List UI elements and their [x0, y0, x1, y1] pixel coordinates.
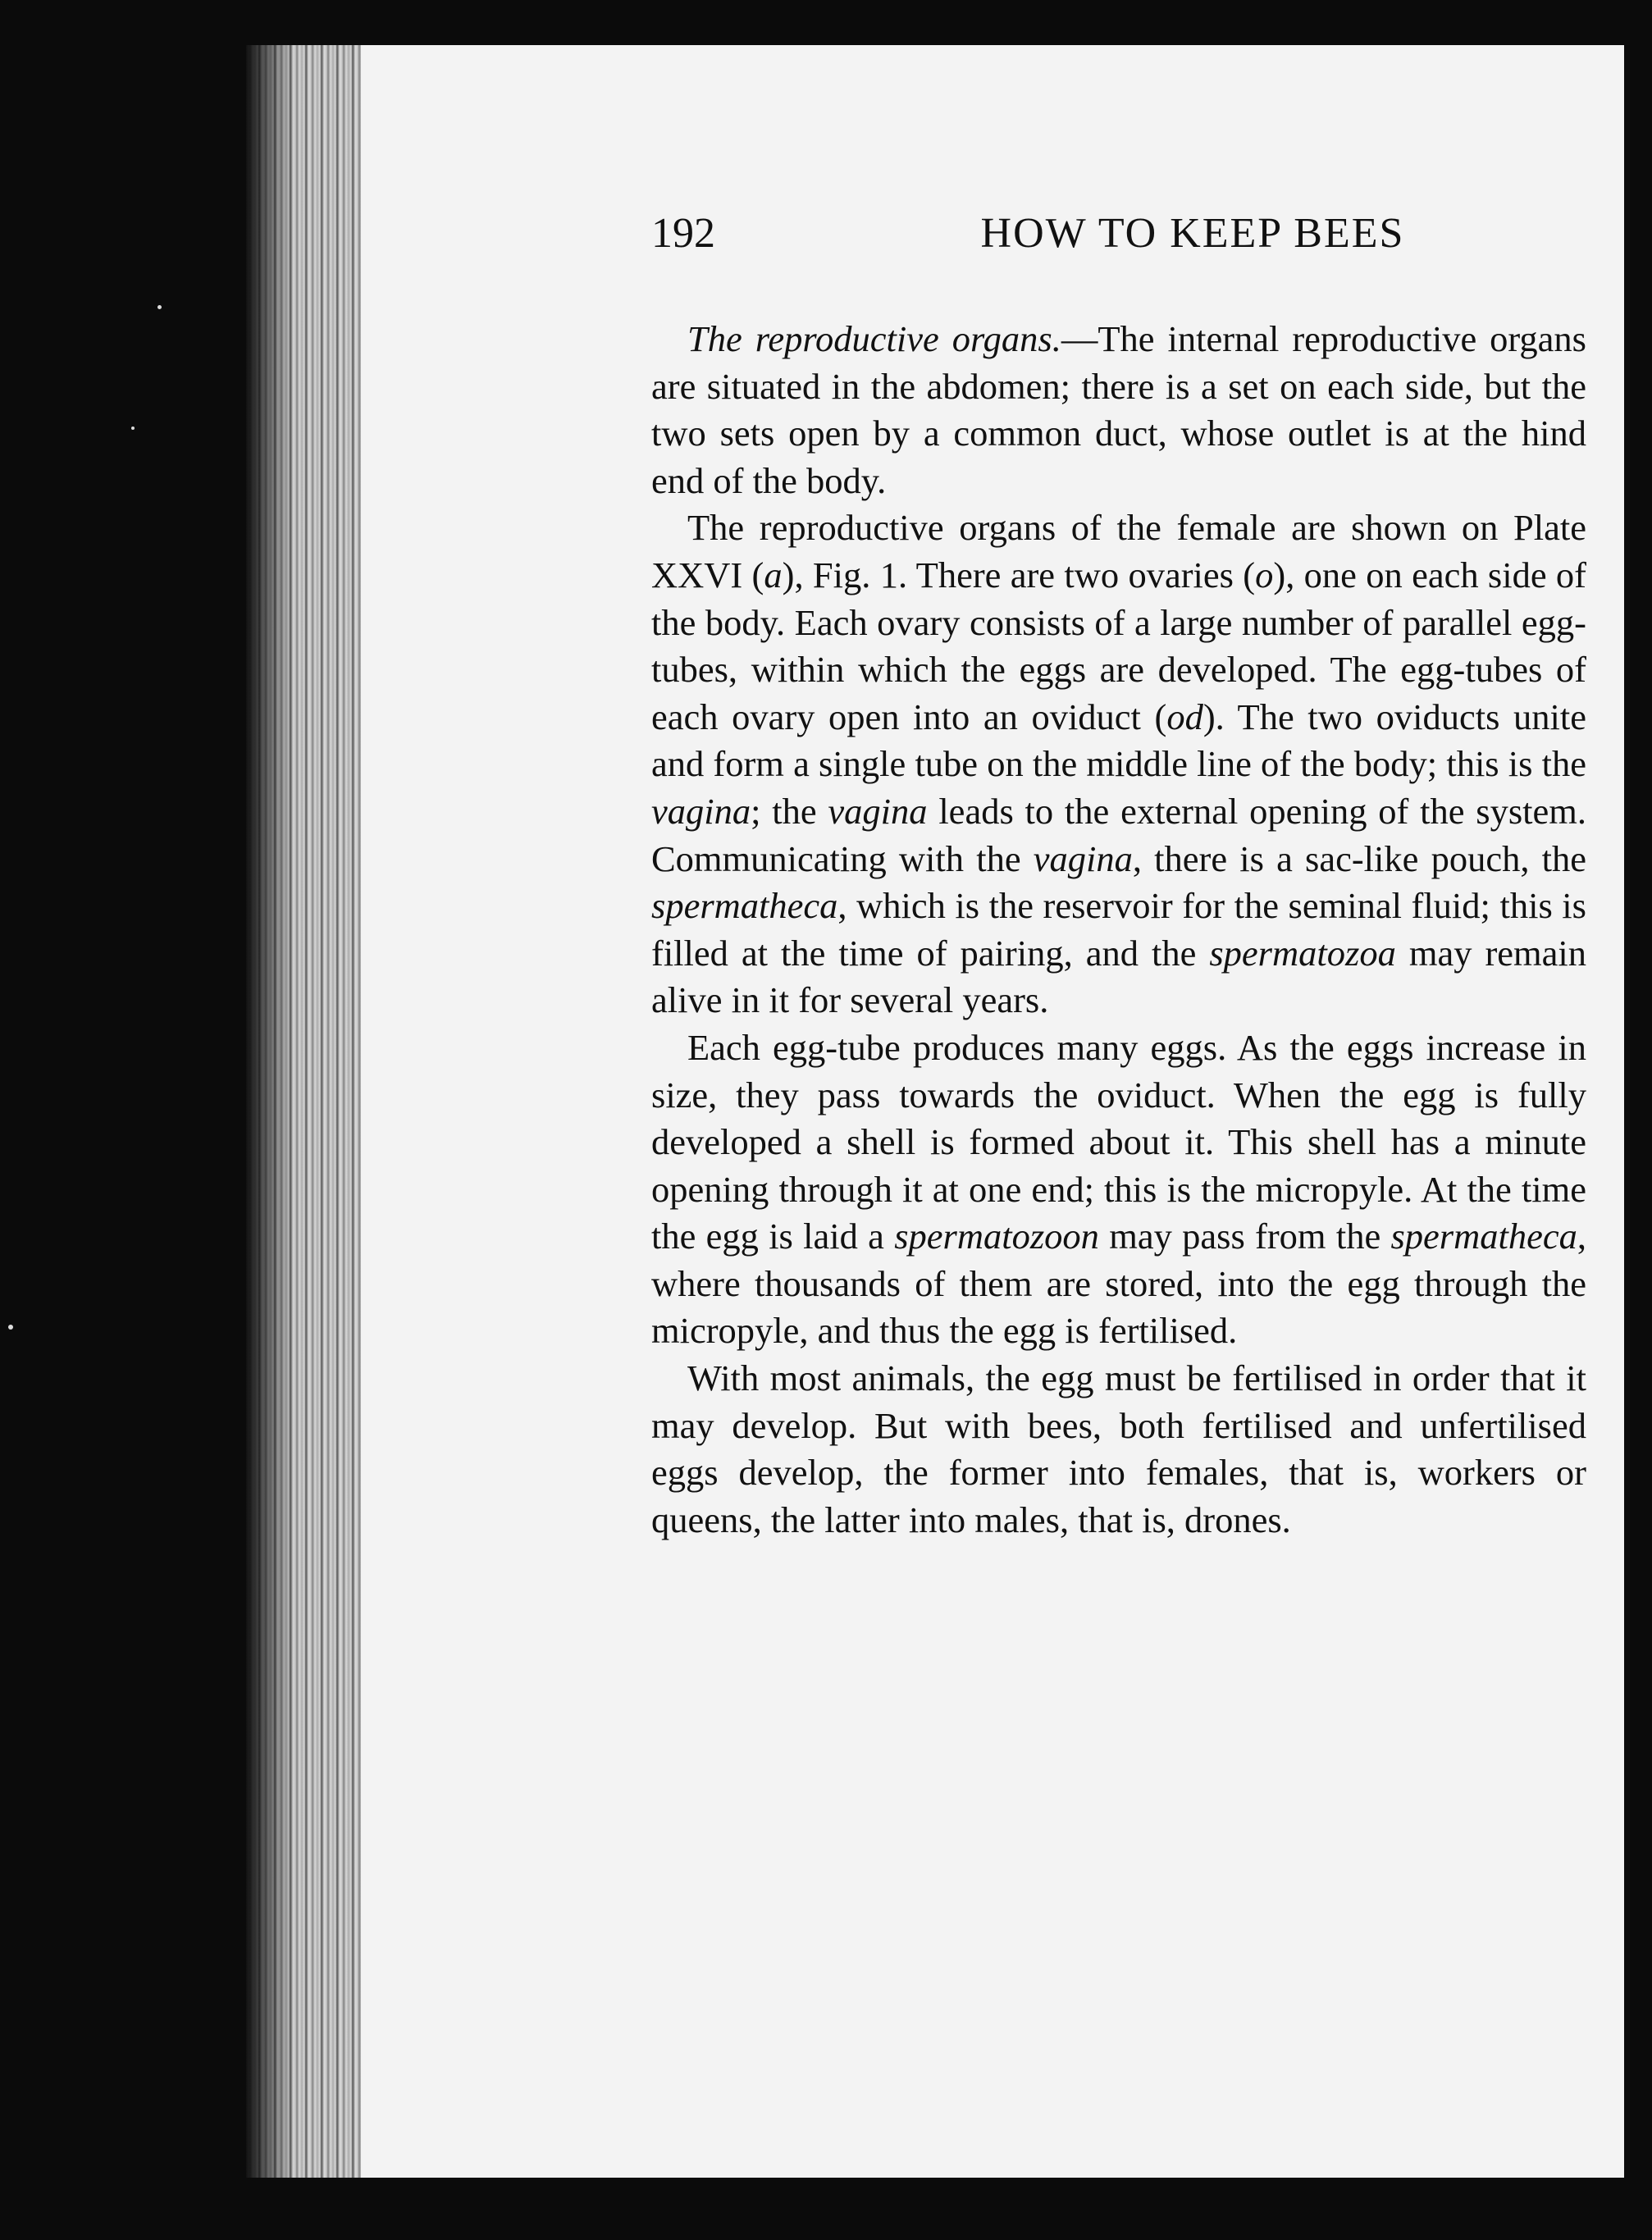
italic-run: a [764, 554, 783, 595]
scan-speck [8, 1325, 13, 1330]
text-run: ; the [751, 790, 828, 832]
body-text [651, 316, 1586, 1544]
text-run: Each egg-tube produces many eggs. As the eggs increase in size, they pass towards the oviduct. When the egg is fully developed a shell is formed about it. This shell has a minute opening through it at one end; this is the micropyle. At the time the egg is laid a [651, 1026, 1586, 1257]
text-run: With most animals, the egg must be fertilised in order that it may develop. But with bees, both fertilised and unfertilised eggs develop, the former into females, that is, workers or queens, the latter into males, that is, drones. [651, 1357, 1586, 1540]
text-run: ). The two oviducts unite and form a single tube on the middle line of the body; this is the [651, 696, 1586, 785]
text-run: , where thousands of them are stored, into the egg through the micropyle, and thus the egg is fertilised. [651, 1216, 1586, 1352]
text-run: may remain alive in it for several years. [651, 932, 1586, 1021]
text-run: leads to the external opening of the system. Communicating with the [651, 790, 1587, 879]
italic-run: vagina [651, 790, 751, 832]
italic-run: spermatozoon [894, 1216, 1099, 1257]
italic-run: spermatheca [651, 885, 838, 927]
page-number: 192 [651, 210, 715, 257]
italic-run: od [1166, 696, 1203, 737]
text-run: may pass from the [1098, 1216, 1391, 1257]
scan-speck [157, 305, 162, 309]
paragraph [651, 316, 1586, 504]
paragraph [651, 1024, 1586, 1355]
page-header [651, 209, 1652, 275]
page-sheet [361, 45, 1624, 2178]
text-run: , which is the reservoir for the seminal fluid; this is filled at the time of pairing, and the [651, 885, 1586, 974]
text-run: ), Fig. 1. There are two ovaries ( [782, 554, 1256, 595]
italic-run: o [1255, 554, 1274, 595]
italic-run: The reproductive organs. [687, 318, 1061, 359]
paragraph [651, 1355, 1586, 1544]
running-title: HOW TO KEEP BEES [980, 210, 1405, 257]
text-run: , there is a sac-like pouch, the [1132, 837, 1586, 879]
italic-run: vagina [1033, 837, 1133, 879]
italic-run: vagina [828, 790, 928, 832]
italic-run: spermatheca [1390, 1216, 1577, 1257]
text-run: ), one on each side of the body. Each ovary consists of a large number of parallel egg-tubes, within which the eggs are developed. The egg-tubes of each ovary open into an oviduct ( [651, 554, 1586, 737]
italic-run: spermatozoa [1209, 932, 1396, 974]
binding-shadow [246, 45, 295, 2178]
scan-speck [131, 427, 135, 430]
text-run: —The internal reproductive organs are situated in the abdomen; there is a set on each side, but the two sets open by a common duct, whose outlet is at the hind end of the body. [651, 318, 1586, 501]
text-run: The reproductive organs of the female are shown on Plate XXVI ( [651, 507, 1586, 595]
paragraph [651, 504, 1586, 1024]
